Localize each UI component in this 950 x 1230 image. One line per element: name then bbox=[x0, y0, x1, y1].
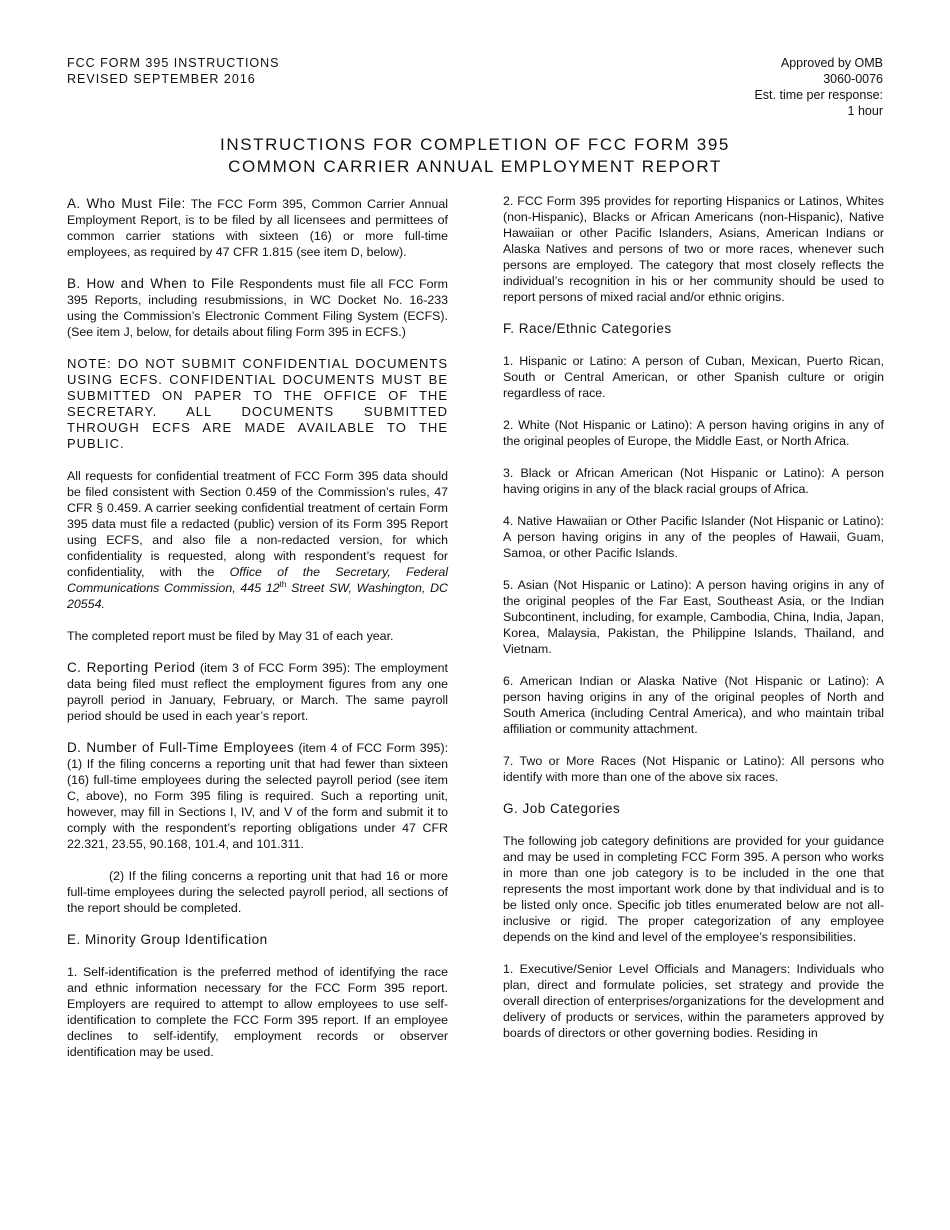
section-d-item-2: (2) If the filing concerns a reporting unit that had 16 or more full-time employees during the selected payroll period, all sections of the report should be completed. bbox=[67, 869, 448, 915]
omb-number: 3060-0076 bbox=[823, 72, 883, 86]
page-title bbox=[0, 134, 950, 178]
omb-approval: Approved by OMB bbox=[780, 56, 883, 70]
section-a-text: The FCC Form 395, Common Carrier Annual Employment Report, is to be filed by all licensees and permittees of common carrier stations with sixteen (16) or more full-time employees, as required by 47 CFR 1.815 (see item D, below). bbox=[67, 197, 448, 259]
section-a bbox=[67, 196, 448, 260]
section-d-heading: D. Number of Full-Time Employees bbox=[67, 740, 295, 755]
race-category-6: 6. American Indian or Alaska Native (Not Hispanic or Latino): A person having origins in any of the original peoples of North and South America (including Central America), and who maintain tribal affiliation or community attachment. bbox=[503, 674, 884, 736]
section-d bbox=[67, 740, 448, 852]
section-e-item-1: 1. Self-identification is the preferred method of identifying the race and ethnic information necessary for the FCC Form 395 report. Employers are required to attempt to allow employees to use self-identification to complete the FCC Form 395 report. If an employee declines to self-identify, employment records or observer identification may be used. bbox=[67, 965, 448, 1059]
section-g-text: The following job category definitions are provided for your guidance and may be used in completing FCC Form 395. A person who works in more than one job category is to be included in the one that represents the most important work done by that individual and is to be listed only once. Specific job titles enumerated below are not all-inclusive or rigid. The proper categorization of any employee depends on the kind and level of the employee’s responsibilities. bbox=[503, 834, 884, 944]
secretary-address-b: Street SW, Washington, DC 20554. bbox=[67, 581, 448, 611]
section-f-heading: F. Race/Ethnic Categories bbox=[503, 321, 672, 336]
confidential-paragraph bbox=[67, 468, 448, 612]
section-b bbox=[67, 276, 448, 340]
job-category-1: 1. Executive/Senior Level Officials and Managers: Individuals who plan, direct and formulate policies, set strategy and provide the overall direction of enterprises/organizations for the development and delivery of products or services, within the parameters approved by boards of directors or other governing bodies. Residing in bbox=[503, 962, 884, 1040]
race-category-4: 4. Native Hawaiian or Other Pacific Islander (Not Hispanic or Latino): A person having origins in any of the peoples of Hawaii, Guam, Samoa, or other Pacific Islands. bbox=[503, 514, 884, 560]
section-c bbox=[67, 660, 448, 724]
left-column bbox=[67, 196, 448, 1076]
revision-date: REVISED SEPTEMBER 2016 bbox=[67, 72, 256, 86]
time-value: 1 hour bbox=[847, 104, 883, 118]
confidential-note: NOTE: DO NOT SUBMIT CONFIDENTIAL DOCUMENTS USING ECFS. CONFIDENTIAL DOCUMENTS MUST BE SUBMITTED ON PAPER TO THE OFFICE OF THE SECRETARY. ALL DOCUMENTS SUBMITTED THROUGH ECFS ARE MADE AVAILABLE TO THE PUBLIC. bbox=[67, 356, 448, 451]
ordinal-suffix: th bbox=[279, 579, 287, 589]
title-line-2: COMMON CARRIER ANNUAL EMPLOYMENT REPORT bbox=[228, 157, 722, 176]
title-line-1: INSTRUCTIONS FOR COMPLETION OF FCC FORM 395 bbox=[220, 135, 730, 154]
race-category-2: 2. White (Not Hispanic or Latino): A person having origins in any of the original peoples of Europe, the Middle East, or North Africa. bbox=[503, 418, 884, 448]
section-e-item-2: 2. FCC Form 395 provides for reporting Hispanics or Latinos, Whites (non-Hispanic), Blacks or African Americans (non-Hispanic), Native Hawaiian or other Pacific Islanders, Asians, American Indians or Alaska Natives and persons of two or more races, whenever such persons are employed. The category that most closely reflects the individual’s recognition in his or her community should be used to report persons of mixed racial and/or ethnic origins. bbox=[503, 194, 884, 304]
secretary-address-a: Office of the Secretary, Federal Communications Commission, 445 12 bbox=[67, 565, 449, 595]
right-column bbox=[503, 193, 884, 1057]
section-d-text: (item 4 of FCC Form 395): (1) If the filing concerns a reporting unit that had fewer than sixteen (16) full-time employees during the selected payroll period (see item C, above), no Form 395 filing is required. Such a reporting unit, however, may fill in Sections I, IV, and V of the form and submit it to comply with the respondent’s reporting obligations under 47 CFR 22.321, 23.55, 90.168, 101.4, and 101.311. bbox=[67, 741, 449, 851]
section-g-heading: G. Job Categories bbox=[503, 801, 621, 816]
section-c-heading: C. Reporting Period bbox=[67, 660, 196, 675]
confidential-text: All requests for confidential treatment of FCC Form 395 data should be filed consistent with Section 0.459 of the Commission’s rules, 47 CFR § 0.459. A carrier seeking confidential treatment of certain Form 395 data must file a redacted (public) version of its Form 395 Report using ECFS, and also file a non-redacted version, for which confidentiality is requested, along with respondent’s request for confidentiality, with the bbox=[67, 469, 448, 579]
race-category-1: 1. Hispanic or Latino: A person of Cuban, Mexican, Puerto Rican, South or Central American, or other Spanish culture or origin regardless of race. bbox=[503, 354, 884, 400]
race-category-3: 3. Black or African American (Not Hispanic or Latino): A person having origins in any of the black racial groups of Africa. bbox=[503, 466, 884, 496]
section-b-text: Respondents must file all FCC Form 395 Reports, including resubmissions, in WC Docket No. 16-233 using the Commission’s Electronic Comment Filing System (ECFS). (See item J, below, for details about filing Form 395 in ECFS.) bbox=[67, 277, 448, 339]
race-category-7: 7. Two or More Races (Not Hispanic or Latino): All persons who identify with more than one of the above six races. bbox=[503, 754, 884, 784]
form-name: FCC FORM 395 INSTRUCTIONS bbox=[67, 56, 280, 70]
race-category-5: 5. Asian (Not Hispanic or Latino): A person having origins in any of the original peoples of the Far East, Southeast Asia, or the Indian Subcontinent, including, for example, Cambodia, China, India, Japan, Korea, Malaysia, Pakistan, the Philippine Islands, Thailand, and Vietnam. bbox=[503, 578, 884, 656]
section-b-heading: B. How and When to File bbox=[67, 276, 235, 291]
section-e-heading: E. Minority Group Identification bbox=[67, 932, 268, 947]
filing-deadline: The completed report must be filed by May 31 of each year. bbox=[67, 629, 394, 643]
form-id-header bbox=[67, 55, 280, 87]
section-c-text: (item 3 of FCC Form 395): The employment data being filed must reflect the employment figures from any one payroll period in January, February, or March. The same payroll period should be used in each year’s report. bbox=[67, 661, 448, 723]
section-a-heading: A. Who Must File: bbox=[67, 196, 186, 211]
time-label: Est. time per response: bbox=[754, 88, 883, 102]
omb-header bbox=[754, 55, 883, 119]
